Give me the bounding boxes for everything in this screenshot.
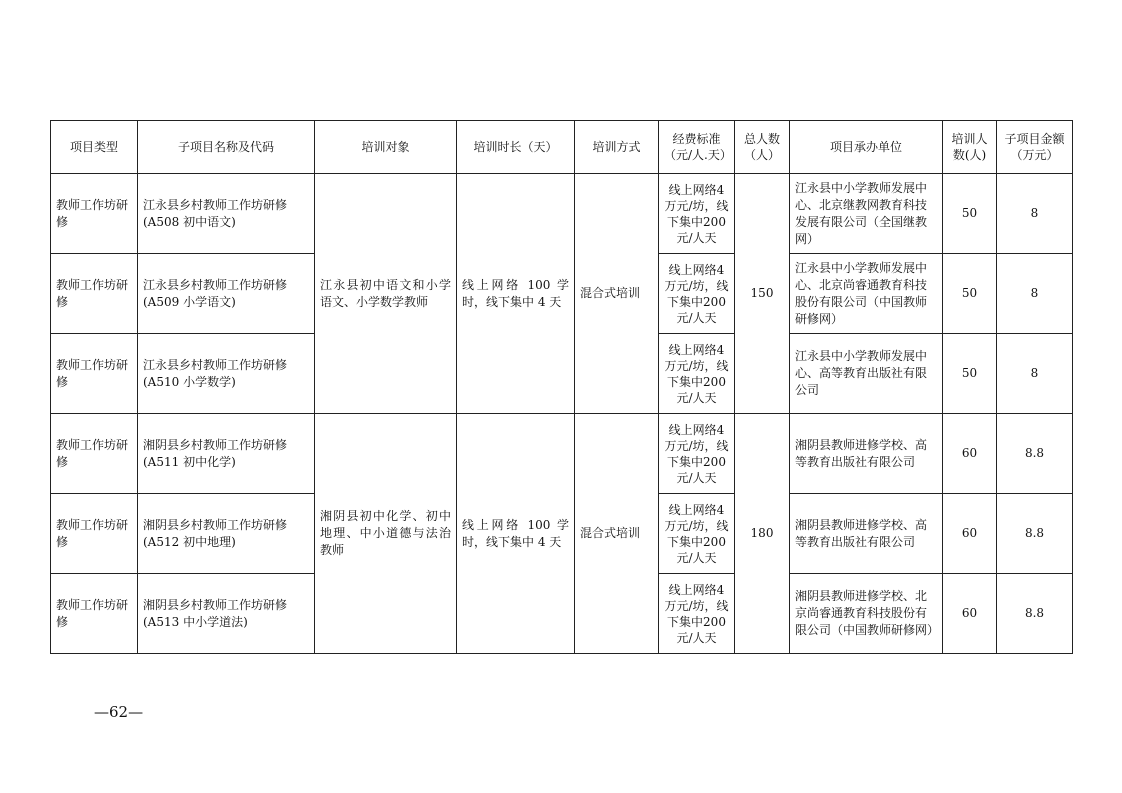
header-target: 培训对象 bbox=[315, 121, 457, 174]
subproject-name-cell: 湘阴县乡村教师工作坊研修(A513 中小学道法) bbox=[138, 574, 315, 654]
project-type-cell: 教师工作坊研修 bbox=[51, 494, 138, 574]
subproject-name-cell: 江永县乡村教师工作坊研修(A509 小学语文) bbox=[138, 254, 315, 334]
fee-cell: 线上网络4万元/坊，线下集中200元/人天 bbox=[659, 334, 735, 414]
table-row bbox=[51, 174, 1073, 254]
header-fee: 经费标准（元/人.天） bbox=[659, 121, 735, 174]
subproject-name-cell: 湘阴县乡村教师工作坊研修(A511 初中化学) bbox=[138, 414, 315, 494]
project-type-cell: 教师工作坊研修 bbox=[51, 414, 138, 494]
trainees-cell: 60 bbox=[943, 414, 997, 494]
organizer-cell: 湘阴县教师进修学校、高等教育出版社有限公司 bbox=[790, 494, 943, 574]
duration-cell: 线上网络 100 学时，线下集中 4 天 bbox=[457, 414, 575, 654]
target-cell: 湘阴县初中化学、初中地理、中小道德与法治教师 bbox=[315, 414, 457, 654]
fee-cell: 线上网络4万元/坊，线下集中200元/人天 bbox=[659, 574, 735, 654]
fee-cell: 线上网络4万元/坊，线下集中200元/人天 bbox=[659, 494, 735, 574]
trainees-cell: 50 bbox=[943, 254, 997, 334]
project-type-cell: 教师工作坊研修 bbox=[51, 254, 138, 334]
organizer-cell: 江永县中小学教师发展中心、北京尚睿通教育科技股份有限公司（中国教师研修网） bbox=[790, 254, 943, 334]
subproject-name-cell: 湘阴县乡村教师工作坊研修(A512 初中地理) bbox=[138, 494, 315, 574]
duration-cell: 线上网络 100 学时，线下集中 4 天 bbox=[457, 174, 575, 414]
table-row bbox=[51, 414, 1073, 494]
training-project-table bbox=[50, 120, 1073, 654]
header-project-type: 项目类型 bbox=[51, 121, 138, 174]
table-header-row bbox=[51, 121, 1073, 174]
amount-cell: 8 bbox=[997, 334, 1073, 414]
project-type-cell: 教师工作坊研修 bbox=[51, 334, 138, 414]
target-cell: 江永县初中语文和小学语文、小学数学教师 bbox=[315, 174, 457, 414]
total-cell: 180 bbox=[735, 414, 790, 654]
amount-cell: 8.8 bbox=[997, 414, 1073, 494]
project-type-cell: 教师工作坊研修 bbox=[51, 574, 138, 654]
header-trainees: 培训人数(人) bbox=[943, 121, 997, 174]
organizer-cell: 江永县中小学教师发展中心、北京继教网教育科技发展有限公司（全国继教网） bbox=[790, 174, 943, 254]
amount-cell: 8 bbox=[997, 254, 1073, 334]
total-cell: 150 bbox=[735, 174, 790, 414]
header-subproject-name: 子项目名称及代码 bbox=[138, 121, 315, 174]
header-total: 总人数（人） bbox=[735, 121, 790, 174]
amount-cell: 8.8 bbox=[997, 574, 1073, 654]
header-amount: 子项目金额（万元） bbox=[997, 121, 1073, 174]
method-cell: 混合式培训 bbox=[575, 414, 659, 654]
trainees-cell: 50 bbox=[943, 174, 997, 254]
fee-cell: 线上网络4万元/坊，线下集中200元/人天 bbox=[659, 414, 735, 494]
header-organizer: 项目承办单位 bbox=[790, 121, 943, 174]
header-duration: 培训时长（天） bbox=[457, 121, 575, 174]
subproject-name-cell: 江永县乡村教师工作坊研修(A508 初中语文) bbox=[138, 174, 315, 254]
subproject-name-cell: 江永县乡村教师工作坊研修(A510 小学数学) bbox=[138, 334, 315, 414]
organizer-cell: 湘阴县教师进修学校、高等教育出版社有限公司 bbox=[790, 414, 943, 494]
organizer-cell: 湘阴县教师进修学校、北京尚睿通教育科技股份有限公司（中国教师研修网） bbox=[790, 574, 943, 654]
fee-cell: 线上网络4万元/坊，线下集中200元/人天 bbox=[659, 174, 735, 254]
page-number: —62— bbox=[94, 703, 144, 721]
trainees-cell: 50 bbox=[943, 334, 997, 414]
trainees-cell: 60 bbox=[943, 494, 997, 574]
amount-cell: 8 bbox=[997, 174, 1073, 254]
amount-cell: 8.8 bbox=[997, 494, 1073, 574]
project-type-cell: 教师工作坊研修 bbox=[51, 174, 138, 254]
trainees-cell: 60 bbox=[943, 574, 997, 654]
fee-cell: 线上网络4万元/坊，线下集中200元/人天 bbox=[659, 254, 735, 334]
header-method: 培训方式 bbox=[575, 121, 659, 174]
organizer-cell: 江永县中小学教师发展中心、高等教育出版社有限公司 bbox=[790, 334, 943, 414]
method-cell: 混合式培训 bbox=[575, 174, 659, 414]
